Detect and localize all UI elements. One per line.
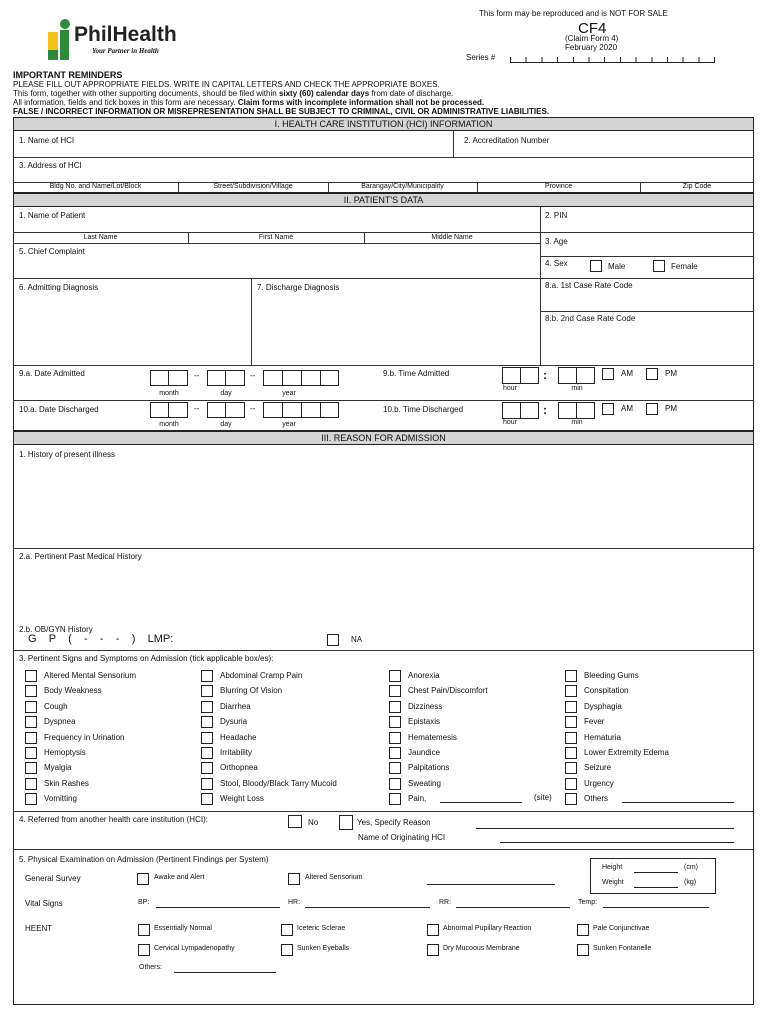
time-discharged-min[interactable]	[558, 402, 595, 419]
sign-checkbox[interactable]	[201, 793, 213, 805]
date-discharged-day[interactable]	[207, 402, 245, 418]
sign-label: Headache	[220, 732, 257, 742]
reminders-line3	[13, 98, 484, 107]
sign-checkbox[interactable]	[25, 778, 37, 790]
sign-checkbox[interactable]	[25, 701, 37, 713]
sign-checkbox[interactable]	[25, 793, 37, 805]
weight-label: Weight	[602, 879, 624, 886]
sign-checkbox[interactable]	[201, 762, 213, 774]
sign-checkbox[interactable]	[565, 732, 577, 744]
history-label: 1. History of present illness	[19, 450, 116, 459]
addr-bldg-label: Bldg No. and Name/Lot/Block	[49, 183, 142, 190]
sex-male-label: Male	[608, 262, 626, 271]
awake-alert-checkbox[interactable]	[137, 873, 149, 885]
reminders-line1: PLEASE FILL OUT APPROPRIATE FIELDS. WRITE IN CAPITAL LETTERS AND CHECK THE APPROPRIATE BOXES.	[13, 80, 440, 89]
age-input[interactable]	[575, 236, 750, 251]
sign-checkbox[interactable]	[25, 732, 37, 744]
sign-label: Diarrhea	[220, 701, 251, 711]
sign-label: Abdominal Cramp Pain	[220, 671, 303, 680]
sign-checkbox[interactable]	[201, 747, 213, 759]
awake-alert-label: Awake and Alert	[154, 874, 205, 881]
reminders-line2c: from date of discharge.	[371, 89, 454, 98]
sign-label: Fever	[584, 717, 605, 727]
time-admitted-min[interactable]	[558, 367, 595, 384]
time-discharged-colon: :	[543, 403, 547, 417]
date-discharged-dash-2: --	[250, 404, 256, 413]
time-admitted-am-label: AM	[621, 369, 633, 378]
sign-checkbox[interactable]	[389, 778, 401, 790]
reminders-line2a: This form, together with other supporting documents, should be filed within	[13, 89, 277, 98]
series-number-field[interactable]	[510, 52, 715, 63]
heent-checkbox[interactable]	[281, 944, 293, 956]
sign-label: Bleeding Gums	[584, 671, 639, 680]
sign-label: Irritability	[220, 748, 253, 757]
time-admitted-hour[interactable]	[502, 367, 539, 384]
altered-sensorium-label: Altered Sensorium	[305, 874, 363, 881]
sign-label: Cough	[44, 701, 68, 711]
sex-male-checkbox[interactable]	[590, 260, 602, 272]
bp-input[interactable]	[156, 907, 280, 908]
rr-label: RR:	[439, 899, 452, 906]
sign-checkbox[interactable]	[389, 762, 401, 774]
date-admitted-dash-2: --	[250, 371, 256, 380]
time-discharged-am-label: AM	[621, 404, 633, 413]
pin-input[interactable]	[542, 220, 752, 231]
sign-checkbox[interactable]	[565, 778, 577, 790]
sign-checkbox[interactable]	[201, 732, 213, 744]
reminders-line3b: Claim forms with incomplete information shall not be processed.	[237, 98, 485, 107]
sign-label: Sweating	[408, 778, 441, 788]
sign-label: Hematuria	[584, 732, 621, 742]
obgyn-na-label: NA	[351, 635, 363, 644]
heent-checkbox[interactable]	[138, 944, 150, 956]
reminders-title: IMPORTANT REMINDERS	[13, 70, 123, 80]
heent-checkbox[interactable]	[281, 924, 293, 936]
name-of-hci-input[interactable]	[15, 146, 451, 156]
sign-checkbox[interactable]	[389, 701, 401, 713]
heent-checkbox[interactable]	[138, 924, 150, 936]
date-discharged-day-label: day	[220, 421, 232, 428]
section-hci-header: I. HEALTH CARE INSTITUTION (HCI) INFORMATION	[13, 117, 754, 131]
admitting-dx-input[interactable]	[15, 293, 249, 363]
date-admitted-year[interactable]	[263, 370, 339, 386]
time-admitted-pm-checkbox[interactable]	[646, 368, 658, 380]
discharge-dx-label: 7. Discharge Diagnosis	[257, 283, 340, 292]
case-rate-1-input[interactable]	[542, 292, 752, 309]
sign-label: Dizziness	[408, 701, 443, 711]
temp-label: Temp:	[578, 899, 598, 906]
sign-label: Hematemesis	[408, 732, 457, 742]
date-admitted-month[interactable]	[150, 370, 188, 386]
patient-name-label: 1. Name of Patient	[19, 211, 86, 220]
time-discharged-pm-checkbox[interactable]	[646, 403, 658, 415]
sign-checkbox[interactable]	[389, 716, 401, 728]
sign-label: Myalgia	[44, 763, 72, 773]
time-discharged-pm-label: PM	[665, 404, 677, 413]
referred-yes-label: Yes, Specify Reason	[357, 818, 431, 827]
time-discharged-hour-label: hour	[502, 419, 517, 426]
heent-item-label: Sunken Fontanelle	[593, 945, 652, 952]
sign-checkbox[interactable]	[25, 685, 37, 697]
sign-label: Pain,	[408, 794, 427, 804]
time-admitted-hour-label: hour	[502, 385, 517, 392]
sign-checkbox[interactable]	[201, 670, 213, 682]
sign-checkbox[interactable]	[201, 701, 213, 713]
pe-title: 5. Physical Examination on Admission (Pertinent Findings per System)	[19, 855, 269, 864]
age-label: 3. Age	[545, 237, 568, 246]
heent-item-label: Cervical Lympadenopathy	[154, 945, 235, 952]
sign-checkbox[interactable]	[389, 685, 401, 697]
sign-checkbox[interactable]	[565, 701, 577, 713]
time-admitted-am-checkbox[interactable]	[602, 368, 614, 380]
sign-label: Dyspnea	[44, 717, 76, 727]
sign-label: Jaundice	[408, 748, 441, 757]
not-for-sale-notice: This form may be reproduced and is NOT FOR SALE	[479, 9, 668, 18]
sign-label: Dysuria	[220, 717, 248, 727]
referred-yes-checkbox[interactable]	[339, 815, 353, 830]
sign-checkbox[interactable]	[565, 685, 577, 697]
sign-checkbox[interactable]	[389, 747, 401, 759]
heent-others-input[interactable]	[174, 972, 276, 973]
sign-checkbox[interactable]	[201, 685, 213, 697]
logo-text: PhilHealth	[74, 23, 177, 46]
sign-label: Chest Pain/Discomfort	[408, 686, 488, 696]
sign-label: Urgency	[584, 778, 614, 788]
last-name-label: Last Name	[83, 234, 118, 241]
general-survey-label: General Survey	[25, 874, 81, 883]
heent-item-label: Sunken Eyeballs	[297, 945, 350, 952]
reminders-line3a: All information, fields and tick boxes in this form are necessary.	[13, 98, 236, 107]
chief-complaint-label: 5. Chief Complaint	[19, 247, 85, 256]
sign-checkbox[interactable]	[565, 762, 577, 774]
lmp-input[interactable]	[262, 634, 317, 646]
date-admitted-year-label: year	[282, 390, 296, 397]
address-of-hci-input[interactable]	[15, 170, 752, 181]
sign-checkbox[interactable]	[389, 793, 401, 805]
heent-item-label: Pale Conjunctivae	[593, 925, 650, 932]
heent-item-label: Iceteric Sclerae	[297, 925, 346, 932]
section-reason-header: III. REASON FOR ADMISSION	[13, 431, 754, 445]
date-discharged-month-label: month	[159, 421, 179, 428]
name-of-hci-label: 1. Name of HCI	[19, 136, 75, 145]
heent-item-label: Abnormal Pupillary Reaction	[443, 925, 532, 932]
date-admitted-day-label: day	[220, 390, 232, 397]
sign-label: Others	[584, 794, 609, 804]
form-name: (Claim Form 4)	[565, 34, 619, 43]
reminders-line2	[13, 89, 453, 98]
accreditation-label: 2. Accreditation Number	[464, 136, 550, 145]
history-input[interactable]	[15, 460, 752, 546]
weight-unit: (kg)	[684, 879, 697, 886]
reminders-line4: FALSE / INCORRECT INFORMATION OR MISREPRESENTATION SHALL BE SUBJECT TO CRIMINAL, CIVIL OR ADMINISTRATIVE LIABILITIES.	[13, 107, 550, 116]
chief-complaint-input[interactable]	[15, 257, 538, 277]
sign-label: Palpitations	[408, 763, 450, 773]
altered-sensorium-checkbox[interactable]	[288, 873, 300, 885]
pain-site-label: (site)	[534, 793, 552, 802]
reminders-line2b: sixty (60) calendar days	[278, 89, 370, 98]
sex-female-label: Female	[671, 262, 698, 271]
time-admitted-colon: :	[543, 368, 547, 382]
sign-checkbox[interactable]	[565, 716, 577, 728]
gp-lmp-line: G P ( - - - ) LMP:	[28, 633, 174, 645]
sign-label: Anorexia	[408, 671, 440, 680]
vital-signs-label: Vital Signs	[25, 899, 63, 908]
sign-label: Body Weakness	[44, 686, 102, 696]
weight-input[interactable]	[634, 887, 678, 888]
date-discharged-year-label: year	[282, 421, 296, 428]
heent-label: HEENT	[25, 924, 53, 933]
originating-hci-label: Name of Originating HCI	[358, 833, 446, 842]
hr-input[interactable]	[305, 907, 430, 908]
addr-barangay-label: Barangay/City/Municipality	[361, 183, 444, 190]
sign-label: Conspitation	[584, 686, 629, 696]
date-discharged-year[interactable]	[263, 402, 339, 418]
sign-label: Blurring Of Vision	[220, 686, 283, 696]
addr-province-label: Province	[544, 183, 573, 190]
sex-female-checkbox[interactable]	[653, 260, 665, 272]
sign-label: Altered Mental Sensorium	[44, 671, 137, 680]
sign-label: Skin Rashes	[44, 778, 89, 788]
sign-label: Weight Loss	[220, 794, 264, 804]
temp-input[interactable]	[603, 907, 709, 908]
philhealth-logo-icon	[44, 18, 74, 62]
height-label: Height	[602, 864, 623, 871]
date-admitted-dash-1: --	[194, 371, 200, 380]
addr-zip-label: Zip Code	[682, 183, 712, 190]
referred-label: 4. Referred from another health care institution (HCI):	[19, 815, 208, 824]
pain-site-input[interactable]	[440, 802, 522, 803]
time-discharged-am-checkbox[interactable]	[602, 403, 614, 415]
sign-checkbox[interactable]	[25, 747, 37, 759]
sign-checkbox[interactable]	[25, 716, 37, 728]
sign-checkbox[interactable]	[201, 778, 213, 790]
sign-checkbox[interactable]	[25, 762, 37, 774]
sign-label: Stool, Bloody/Black Tarry Mucoid	[220, 778, 337, 788]
past-history-input[interactable]	[15, 562, 752, 622]
form-code: CF4	[578, 20, 607, 37]
form-date: February 2020	[565, 43, 618, 52]
sign-label: Orthopnea	[220, 763, 258, 773]
sign-label: Lower Extremity Edema	[584, 748, 669, 757]
heent-checkbox[interactable]	[427, 924, 439, 936]
middle-name-label: Middle Name	[431, 234, 473, 241]
bp-label: BP:	[138, 899, 150, 906]
sign-label: Epistaxis	[408, 717, 441, 727]
sign-label: Dysphagia	[584, 701, 622, 711]
date-admitted-month-label: month	[159, 390, 179, 397]
sign-checkbox[interactable]	[565, 670, 577, 682]
date-discharged-label: 10.a. Date Discharged	[19, 405, 99, 414]
sign-label: Seizure	[584, 763, 612, 773]
address-of-hci-label: 3. Address of HCI	[19, 161, 82, 170]
logo-tagline: Your Partner in Health	[92, 47, 159, 55]
originating-hci-input[interactable]	[500, 842, 734, 843]
referral-reason-input[interactable]	[476, 828, 734, 829]
time-discharged-hour[interactable]	[502, 402, 539, 419]
signs-title: 3. Pertinent Signs and Symptoms on Admission (tick applicable box/es):	[19, 654, 274, 663]
sign-checkbox[interactable]	[25, 670, 37, 682]
admitting-dx-label: 6. Admitting Diagnosis	[19, 283, 99, 292]
time-discharged-min-label: min	[571, 419, 583, 426]
accreditation-input[interactable]	[455, 146, 752, 156]
discharge-dx-input[interactable]	[253, 293, 538, 363]
others-signs-input[interactable]	[622, 802, 734, 803]
section-patient-header: II. PATIENT'S DATA	[13, 193, 754, 207]
sign-label: Vomitting	[44, 794, 77, 804]
obgyn-label: 2.b. OB/GYN History	[19, 625, 93, 634]
hr-label: HR:	[288, 899, 301, 906]
heent-item-label: Essentially Normal	[154, 925, 212, 932]
date-admitted-label: 9.a. Date Admitted	[19, 369, 85, 378]
time-admitted-pm-label: PM	[665, 369, 677, 378]
pin-label: 2. PIN	[545, 211, 568, 220]
case-rate-2-label: 8.b. 2nd Case Rate Code	[545, 314, 636, 323]
time-admitted-label: 9.b. Time Admitted	[383, 369, 450, 378]
heent-others-label: Others:	[139, 964, 162, 971]
series-label: Series #	[466, 53, 496, 62]
time-discharged-label: 10.b. Time Discharged	[383, 405, 464, 414]
first-name-label: First Name	[258, 234, 294, 241]
height-unit: (cm)	[684, 864, 698, 871]
philhealth-logo	[44, 18, 209, 64]
referred-no-label: No	[308, 818, 319, 827]
sign-checkbox[interactable]	[565, 747, 577, 759]
general-survey-input[interactable]	[427, 884, 555, 885]
addr-street-label: Street/Subdivision/Village	[213, 183, 293, 190]
patient-name-input[interactable]	[15, 220, 538, 232]
date-discharged-month[interactable]	[150, 402, 188, 418]
heent-checkbox[interactable]	[427, 944, 439, 956]
case-rate-1-label: 8.a. 1st Case Rate Code	[545, 281, 633, 290]
height-input[interactable]	[634, 872, 678, 873]
sign-checkbox[interactable]	[389, 670, 401, 682]
past-history-label: 2.a. Pertinent Past Medical History	[19, 552, 142, 561]
referred-no-checkbox[interactable]	[288, 815, 302, 828]
date-discharged-dash-1: --	[194, 404, 200, 413]
rr-input[interactable]	[456, 907, 570, 908]
heent-checkbox[interactable]	[577, 944, 589, 956]
heent-checkbox[interactable]	[577, 924, 589, 936]
sign-checkbox[interactable]	[201, 716, 213, 728]
sex-label: 4. Sex	[545, 259, 568, 268]
sign-label: Frequency in Urination	[44, 732, 125, 742]
sign-label: Hemoptysis	[44, 748, 86, 757]
obgyn-na-checkbox[interactable]	[327, 634, 339, 646]
date-admitted-day[interactable]	[207, 370, 245, 386]
heent-item-label: Dry Mucoous Membrane	[443, 945, 520, 952]
case-rate-2-input[interactable]	[542, 325, 752, 363]
time-admitted-min-label: min	[571, 385, 583, 392]
sign-checkbox[interactable]	[389, 732, 401, 744]
sign-checkbox[interactable]	[565, 793, 577, 805]
